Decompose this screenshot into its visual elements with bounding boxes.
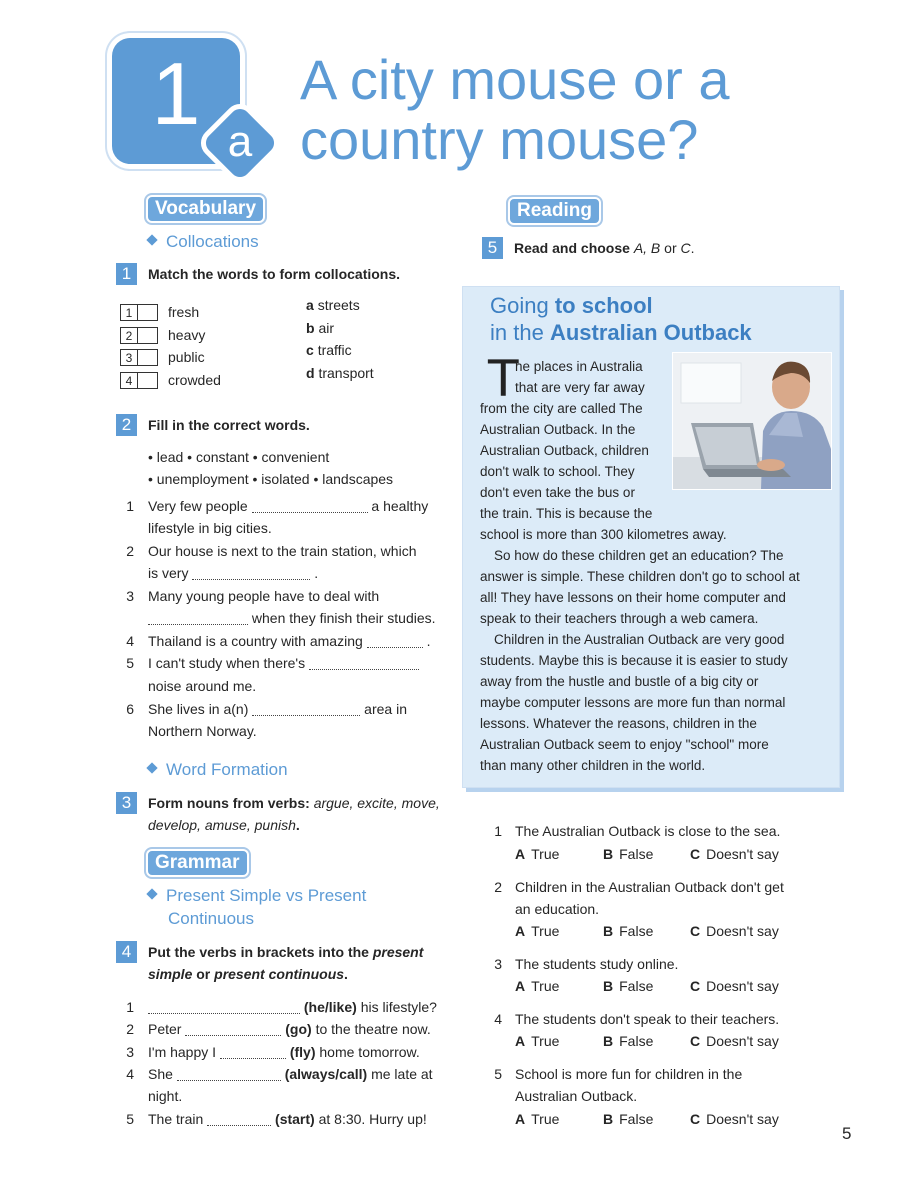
question-number: 4: [494, 1011, 502, 1027]
student-laptop-photo: [672, 352, 832, 490]
item-number: 5: [126, 655, 134, 671]
answer-gap[interactable]: [185, 1021, 281, 1036]
option-b[interactable]: B False: [603, 1033, 654, 1049]
exercise-item-cont: night.: [148, 1088, 183, 1104]
collocation-option: b air: [306, 320, 335, 336]
article-line: maybe computer lessons are more fun than normal: [480, 695, 786, 710]
article-line: answer is simple. These children don't go to school at: [480, 569, 800, 584]
collocation-word: public: [168, 349, 205, 365]
word-bank: • unemployment • isolated • landscapes: [148, 471, 394, 487]
exercise-item-cont: when they finish their studies.: [148, 607, 436, 629]
item-number: 6: [126, 701, 134, 717]
option-a[interactable]: A True: [515, 923, 560, 939]
exercise-item-cont: is very .: [148, 565, 319, 581]
question-text: Children in the Australian Outback don't get: [515, 879, 784, 895]
unit-title: [300, 50, 860, 170]
exercise-item-cont: Northern Norway.: [148, 723, 257, 739]
option-b[interactable]: B False: [603, 923, 654, 939]
question-text: The Australian Outback is close to the sea.: [515, 823, 781, 839]
grammar-heading-cont: Continuous: [168, 909, 255, 928]
drop-cap: T: [488, 350, 519, 408]
article-line: don't even take the bus or: [480, 485, 635, 500]
exercise-number: 1: [116, 263, 137, 285]
item-number: 5: [126, 1111, 134, 1127]
option-c[interactable]: C Doesn't say: [690, 978, 779, 994]
diamond-bullet-icon: [146, 888, 157, 899]
article-line: Australian Outback, children: [480, 443, 649, 458]
exercise-item: Our house is next to the train station, which: [148, 543, 417, 559]
exercise-item: Many young people have to deal with: [148, 588, 380, 604]
unit-title-line2: country mouse?: [300, 108, 699, 171]
grammar-banner: Grammar: [146, 849, 249, 877]
exercise-item: (he/like) his lifestyle?: [148, 996, 437, 1018]
article-line: the train. This is because the: [480, 506, 653, 521]
item-number: 4: [126, 633, 134, 649]
exercise-item: Very few people a healthy: [148, 498, 429, 514]
question-number: 3: [494, 956, 502, 972]
collocation-word: crowded: [168, 372, 221, 388]
question-number: 2: [494, 879, 502, 895]
exercise-number: 2: [116, 414, 137, 436]
answer-gap[interactable]: [367, 633, 423, 648]
exercise-item: Peter (go) to the theatre now.: [148, 1021, 431, 1037]
collocation-option: d transport: [306, 365, 374, 381]
article-line: Australian Outback. In the: [480, 422, 636, 437]
article-title: Going to school in the Australian Outback: [490, 293, 752, 345]
article-line: lessons. Whatever the reasons, children in the: [480, 716, 757, 731]
option-a[interactable]: A True: [515, 846, 560, 862]
diamond-bullet-icon: [146, 762, 157, 773]
option-a[interactable]: A True: [515, 978, 560, 994]
item-number: 2: [126, 543, 134, 559]
word-bank: • lead • constant • convenient: [148, 449, 330, 465]
exercise-item: I can't study when there's: [148, 652, 419, 674]
question-text: School is more fun for children in the: [515, 1066, 743, 1082]
exercise-instruction: Fill in the correct words.: [148, 417, 310, 433]
answer-gap[interactable]: [207, 1111, 271, 1126]
exercise-number: 5: [482, 237, 503, 259]
diamond-bullet-icon: [146, 234, 157, 245]
article-line: Australian Outback seem to enjoy "school" more: [480, 737, 769, 752]
option-c[interactable]: C Doesn't say: [690, 846, 779, 862]
answer-gap[interactable]: [148, 999, 300, 1014]
article-line: don't walk to school. They: [480, 464, 635, 479]
answer-gap[interactable]: [252, 701, 360, 716]
question-text-cont: Australian Outback.: [515, 1088, 638, 1104]
article-line: Children in the Australian Outback are very good: [494, 632, 785, 647]
answer-box[interactable]: 3: [120, 349, 158, 366]
collocations-heading: Collocations: [148, 230, 259, 253]
item-number: 4: [126, 1066, 134, 1082]
collocation-option: a streets: [306, 297, 360, 313]
answer-box[interactable]: 1: [120, 304, 158, 321]
article-line: that are very far away: [515, 380, 645, 395]
answer-box[interactable]: 4: [120, 372, 158, 389]
item-number: 3: [126, 1044, 134, 1060]
item-number: 2: [126, 1021, 134, 1037]
exercise-number: 3: [116, 792, 137, 814]
grammar-heading: Present Simple vs Present: [148, 884, 366, 907]
exercise-item: She (always/call) me late at: [148, 1066, 433, 1082]
article-line: he places in Australia: [515, 359, 643, 374]
article-line: students. Maybe this is because it is easier to study: [480, 653, 788, 668]
answer-gap[interactable]: [192, 565, 310, 580]
reading-banner: Reading: [508, 197, 601, 225]
page-number: 5: [842, 1124, 852, 1143]
question-text: The students study online.: [515, 956, 679, 972]
collocation-word: fresh: [168, 304, 200, 320]
exercise-item: The train (start) at 8:30. Hurry up!: [148, 1111, 427, 1127]
collocation-option: c traffic: [306, 342, 352, 358]
unit-letter: a: [227, 117, 253, 166]
option-b[interactable]: B False: [603, 1111, 654, 1127]
answer-box[interactable]: 2: [120, 327, 158, 344]
article-line: speak to their teachers through a web camera.: [480, 611, 759, 626]
option-a[interactable]: A True: [515, 1111, 560, 1127]
article-line: So how do these children get an education? The: [494, 548, 784, 563]
option-c[interactable]: C Doesn't say: [690, 1033, 779, 1049]
exercise-item: I'm happy I (fly) home tomorrow.: [148, 1044, 420, 1060]
item-number: 1: [126, 999, 134, 1015]
option-b[interactable]: B False: [603, 978, 654, 994]
answer-gap[interactable]: [220, 1044, 286, 1059]
exercise-item-cont: noise around me.: [148, 678, 257, 694]
article-line: all! They have lessons on their home computer and: [480, 590, 786, 605]
option-c[interactable]: C Doesn't say: [690, 1111, 779, 1127]
vocabulary-banner: Vocabulary: [146, 195, 265, 223]
exercise-instruction: Match the words to form collocations.: [148, 266, 401, 282]
article-line: school is more than 300 kilometres away.: [480, 527, 727, 542]
unit-number: 1: [151, 44, 201, 143]
answer-gap[interactable]: [177, 1066, 281, 1081]
exercise-item: She lives in a(n) area in: [148, 701, 407, 717]
answer-gap[interactable]: [309, 655, 419, 670]
exercise-instruction: Form nouns from verbs: argue, excite, move, develop, amuse, punish.: [148, 795, 440, 833]
exercise-item: Thailand is a country with amazing .: [148, 633, 431, 649]
exercise-number: 4: [116, 941, 137, 963]
item-number: 3: [126, 588, 134, 604]
word-formation-heading: Word Formation: [148, 758, 288, 781]
item-number: 1: [126, 498, 134, 514]
question-number: 1: [494, 823, 502, 839]
question-text-cont: an education.: [515, 901, 600, 917]
exercise-item-cont: lifestyle in big cities.: [148, 520, 272, 536]
question-number: 5: [494, 1066, 502, 1082]
article-line: from the city are called The: [480, 401, 643, 416]
article-line: away from the hustle and bustle of a big city or: [480, 674, 759, 689]
exercise-instruction: Read and choose A, B or C.: [514, 240, 695, 256]
article-line: than many other children in the world.: [480, 758, 706, 773]
exercise-instruction: Put the verbs in brackets into the present simple or present continuous.: [148, 944, 424, 982]
answer-gap[interactable]: [252, 498, 368, 513]
answer-gap[interactable]: [148, 610, 248, 625]
option-a[interactable]: A True: [515, 1033, 560, 1049]
option-c[interactable]: C Doesn't say: [690, 923, 779, 939]
collocation-word: heavy: [168, 327, 206, 343]
option-b[interactable]: B False: [603, 846, 654, 862]
question-text: The students don't speak to their teachers.: [515, 1011, 780, 1027]
unit-title-line1: A city mouse or a: [300, 48, 730, 111]
